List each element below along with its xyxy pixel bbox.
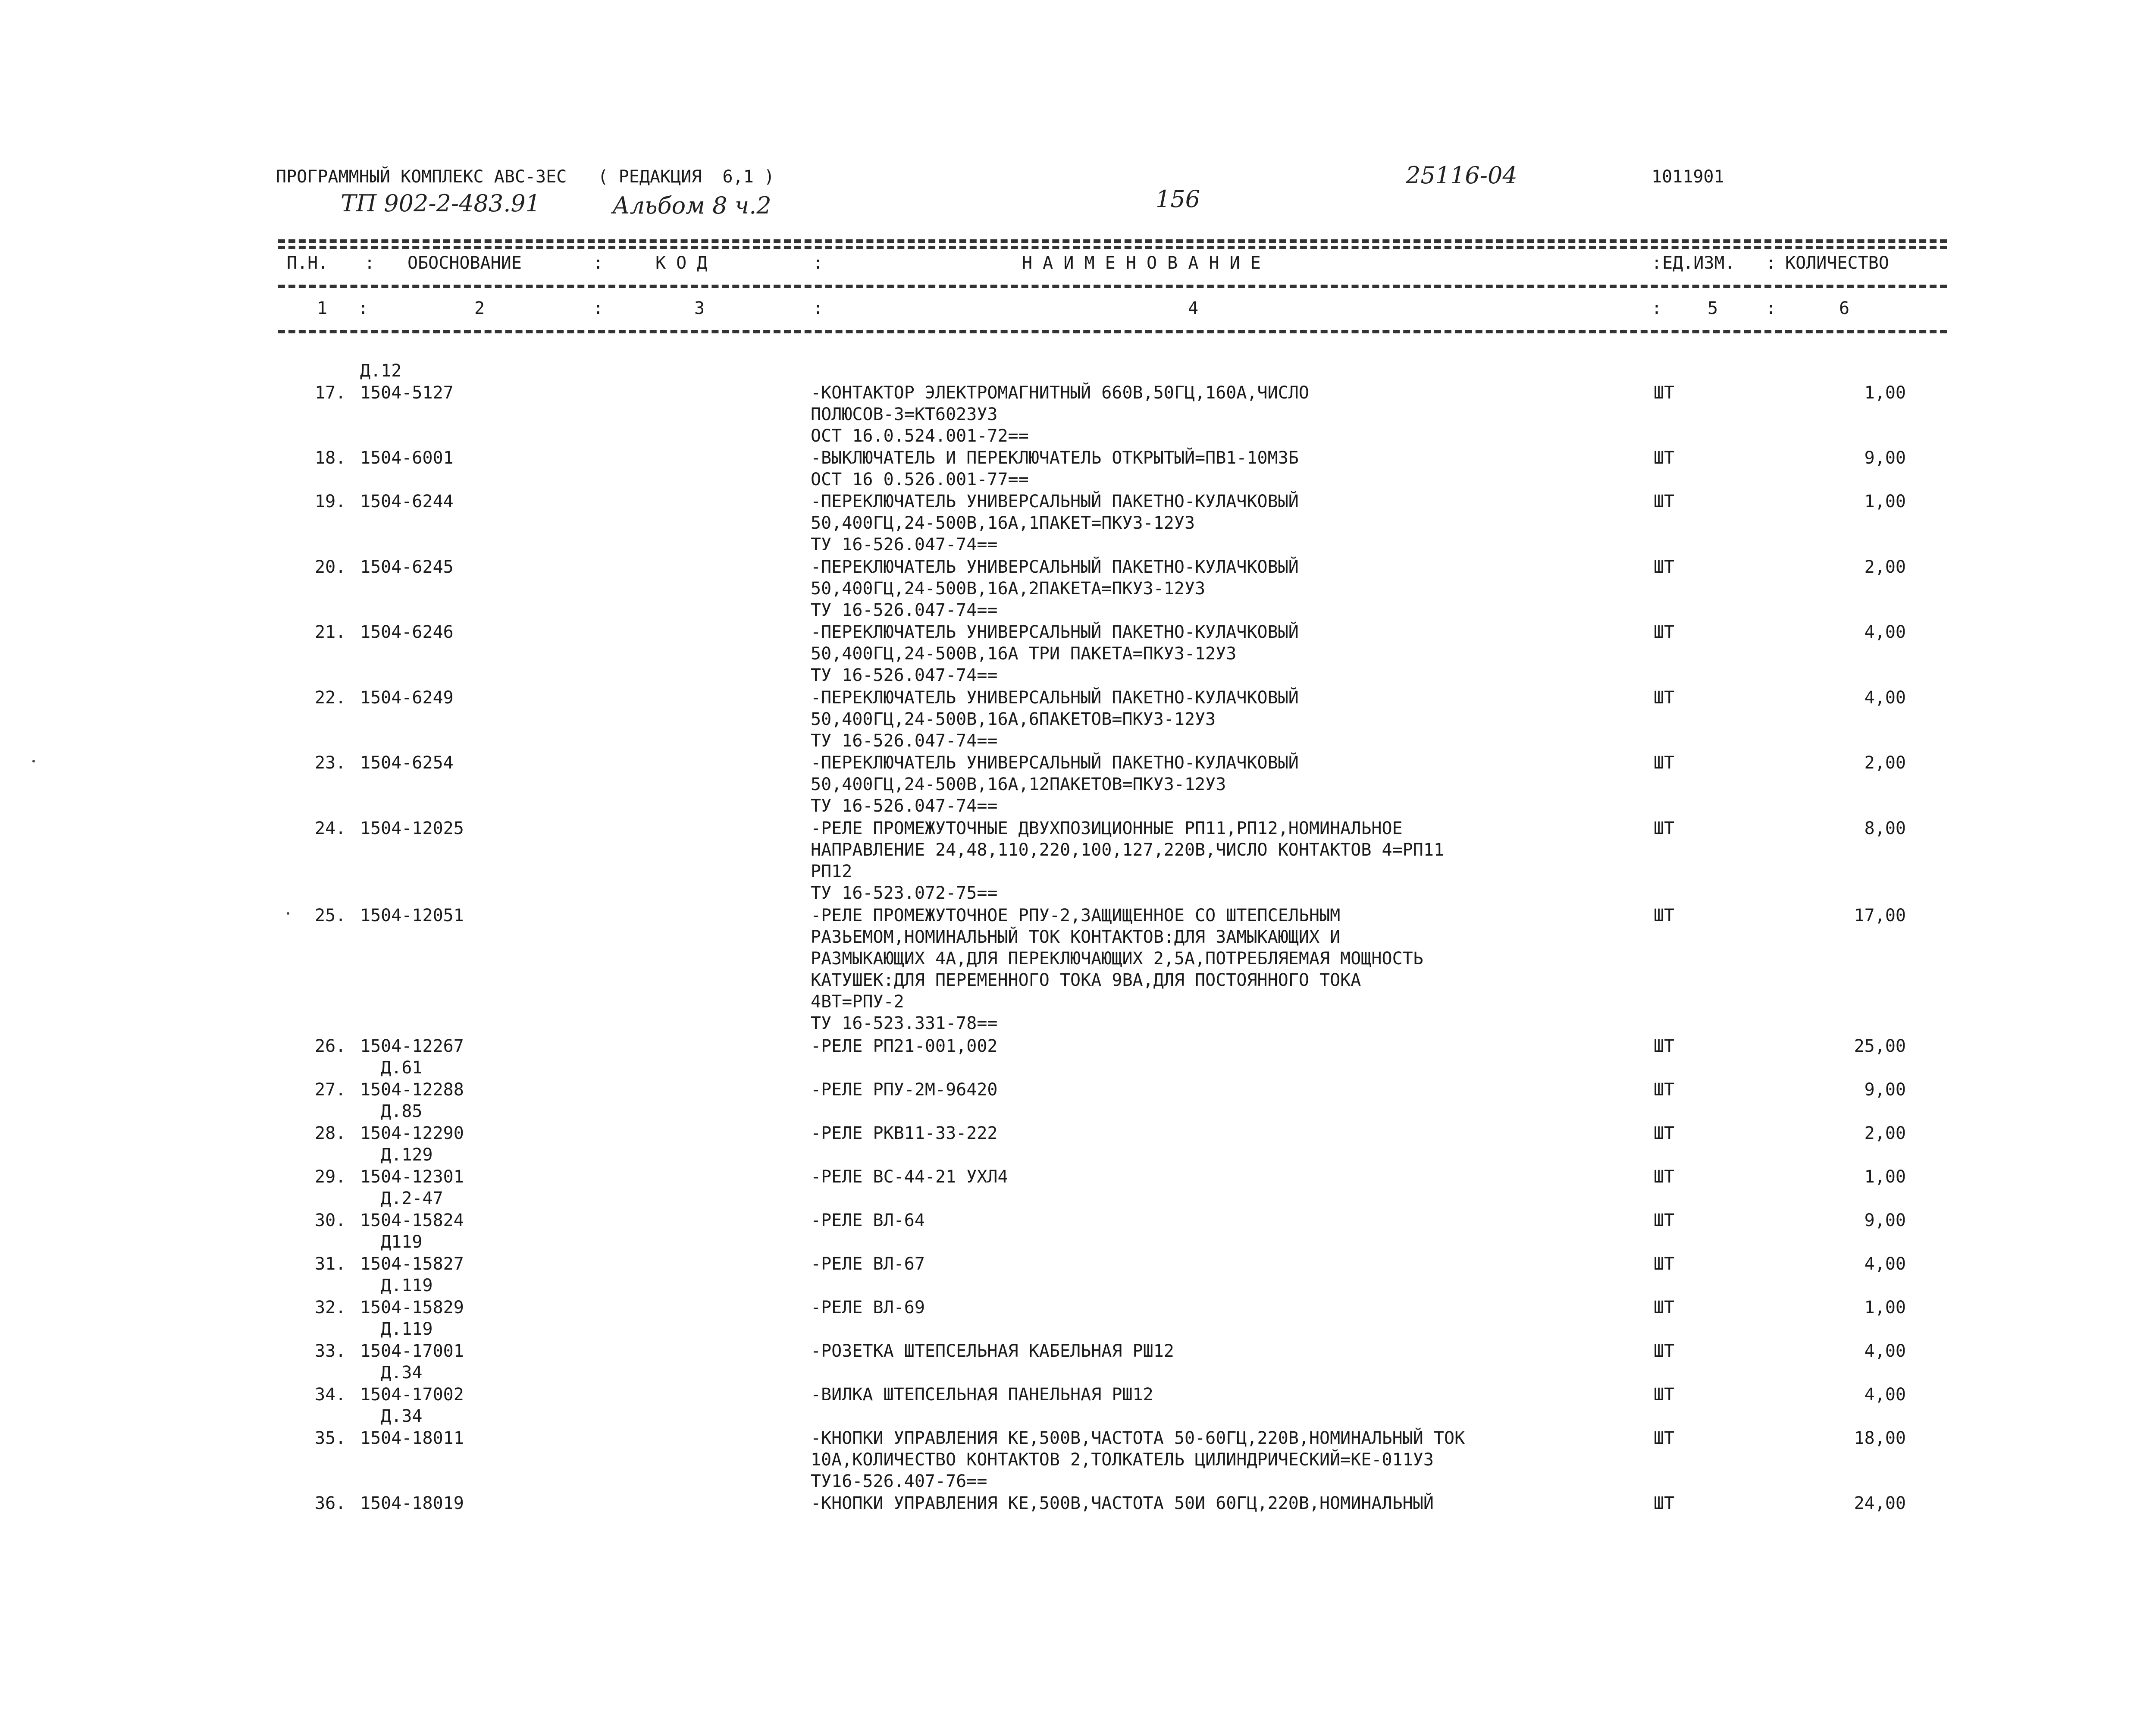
date-code: 1011901 bbox=[1651, 167, 1724, 187]
quantity: 9,00 bbox=[1864, 1211, 1906, 1230]
quantity: 4,00 bbox=[1864, 688, 1906, 708]
position-number: 25. bbox=[315, 906, 346, 925]
unit-of-measure: ШТ bbox=[1654, 753, 1675, 773]
position-number: 36. bbox=[315, 1493, 346, 1513]
col-separator: : bbox=[358, 298, 369, 318]
position-number: 31. bbox=[315, 1254, 346, 1274]
position-number: 17. bbox=[315, 383, 346, 403]
basis-reference: 1504-15824 Д119 bbox=[360, 1211, 464, 1252]
unit-of-measure: ШТ bbox=[1654, 1211, 1675, 1230]
quantity: 18,00 bbox=[1854, 1428, 1906, 1448]
item-name: -ПЕРЕКЛЮЧАТЕЛЬ УНИВЕРСАЛЬНЫЙ ПАКЕТНО-КУЛАЧКОВЫЙ 50,400ГЦ,24-500В,16А,12ПАКЕТОВ=ПКУ3-12У3 ТУ 16-526.047-74== bbox=[811, 753, 1299, 816]
basis-reference: 1504-17002 Д.34 bbox=[360, 1385, 464, 1426]
basis-reference: 1504-18019 bbox=[360, 1493, 464, 1513]
quantity: 4,00 bbox=[1864, 1385, 1906, 1405]
quantity: 1,00 bbox=[1864, 1167, 1906, 1187]
basis-reference: 1504-15827 Д.119 bbox=[360, 1254, 464, 1295]
col-number-1: 1 bbox=[317, 298, 328, 318]
unit-of-measure: ШТ bbox=[1654, 1080, 1675, 1100]
col-separator: : bbox=[1766, 253, 1777, 273]
basis-reference: Д.12 bbox=[360, 361, 402, 381]
item-name: -ВИЛКА ШТЕПСЕЛЬНАЯ ПАНЕЛЬНАЯ РШ12 bbox=[811, 1385, 1153, 1405]
quantity: 1,00 bbox=[1864, 492, 1906, 511]
position-number: 35. bbox=[315, 1428, 346, 1448]
unit-of-measure: ШТ bbox=[1654, 383, 1675, 403]
unit-of-measure: ШТ bbox=[1654, 1493, 1675, 1513]
position-number: 33. bbox=[315, 1341, 346, 1361]
col-separator: : bbox=[1651, 298, 1662, 318]
basis-reference: 1504-12290 Д.129 bbox=[360, 1123, 464, 1165]
position-number: 30. bbox=[315, 1211, 346, 1230]
position-number: 20. bbox=[315, 557, 346, 577]
album-label: Альбом 8 ч.2 bbox=[612, 192, 771, 219]
scan-speck bbox=[287, 912, 289, 915]
unit-of-measure: ШТ bbox=[1654, 1036, 1675, 1056]
col-number-4: 4 bbox=[1188, 298, 1199, 318]
basis-reference: 1504-6244 bbox=[360, 492, 454, 511]
basis-reference: 1504-12301 Д.2-47 bbox=[360, 1167, 464, 1208]
position-number: 29. bbox=[315, 1167, 346, 1187]
col-header-name: Н А И М Е Н О В А Н И Е bbox=[1022, 253, 1261, 273]
item-name: -ВЫКЛЮЧАТЕЛЬ И ПЕРЕКЛЮЧАТЕЛЬ ОТКРЫТЫЙ=ПВ1-10МЗБ ОСТ 16 0.526.001-77== bbox=[811, 448, 1299, 489]
quantity: 4,00 bbox=[1864, 622, 1906, 642]
quantity: 8,00 bbox=[1864, 819, 1906, 838]
basis-reference: 1504-5127 bbox=[360, 383, 454, 403]
position-number: 28. bbox=[315, 1123, 346, 1143]
item-name: -РЕЛЕ ПРОМЕЖУТОЧНЫЕ ДВУХПОЗИЦИОННЫЕ РП11,РП12,НОМИНАЛЬНОЕ НАПРАВЛЕНИЕ 24,48,110,220,100,127,220В,ЧИСЛО КОНТАКТОВ 4=РП11 РП12 ТУ 16-523.072-75== bbox=[811, 819, 1445, 903]
basis-reference: 1504-18011 bbox=[360, 1428, 464, 1448]
item-name: -ПЕРЕКЛЮЧАТЕЛЬ УНИВЕРСАЛЬНЫЙ ПАКЕТНО-КУЛАЧКОВЫЙ 50,400ГЦ,24-500В,16А,6ПАКЕТОВ=ПКУ3-12У3 ТУ 16-526.047-74== bbox=[811, 688, 1299, 751]
unit-of-measure: ШТ bbox=[1654, 1298, 1675, 1317]
item-name: -РЕЛЕ ПРОМЕЖУТОЧНОЕ РПУ-2,ЗАЩИЩЕННОЕ СО ШТЕПСЕЛЬНЫМ РАЗЬЕМОМ,НОМИНАЛЬНЫЙ ТОК КОНТАКТОВ:ДЛЯ ЗАМЫКАЮЩИХ И РАЗМЫКАЮЩИХ 4А,ДЛЯ ПЕРЕКЛЮЧАЮЩИХ 2,5А,ПОТРЕБЛЯЕМАЯ МОЩНОСТЬ КАТУШЕК:ДЛЯ ПЕРЕМЕННОГО ТОКА 9ВА,ДЛЯ ПОСТОЯННОГО ТОКА 4ВТ=РПУ-2 ТУ 16-523.331-78== bbox=[811, 906, 1423, 1033]
quantity: 4,00 bbox=[1864, 1341, 1906, 1361]
col-header-quantity: КОЛИЧЕСТВО bbox=[1785, 253, 1889, 273]
unit-of-measure: ШТ bbox=[1654, 1167, 1675, 1187]
basis-reference: 1504-6001 bbox=[360, 448, 454, 468]
quantity: 9,00 bbox=[1864, 1080, 1906, 1100]
project-code: ТП 902-2-483.91 bbox=[341, 190, 541, 217]
col-separator: : bbox=[813, 253, 824, 273]
unit-of-measure: ШТ bbox=[1654, 1428, 1675, 1448]
basis-reference: 1504-12267 Д.61 bbox=[360, 1036, 464, 1078]
unit-of-measure: ШТ bbox=[1654, 819, 1675, 838]
unit-of-measure: ШТ bbox=[1654, 448, 1675, 468]
col-header-basis: ОБОСНОВАНИЕ bbox=[407, 253, 522, 273]
position-number: 27. bbox=[315, 1080, 346, 1100]
col-separator: : bbox=[593, 298, 604, 318]
col-header-code: К О Д bbox=[655, 253, 708, 273]
quantity: 2,00 bbox=[1864, 753, 1906, 773]
item-name: -КНОПКИ УПРАВЛЕНИЯ КЕ,500В,ЧАСТОТА 50И 60ГЦ,220В,НОМИНАЛЬНЫЙ bbox=[811, 1493, 1434, 1513]
item-name: -РЕЛЕ РП21-001,002 bbox=[811, 1036, 998, 1056]
item-name: -ПЕРЕКЛЮЧАТЕЛЬ УНИВЕРСАЛЬНЫЙ ПАКЕТНО-КУЛАЧКОВЫЙ 50,400ГЦ,24-500В,16А,2ПАКЕТА=ПКУ3-12У3 ТУ 16-526.047-74== bbox=[811, 557, 1299, 620]
item-name: -РЕЛЕ РПУ-2М-96420 bbox=[811, 1080, 998, 1100]
col-separator: : bbox=[593, 253, 604, 273]
quantity: 24,00 bbox=[1854, 1493, 1906, 1513]
document-number: 25116-04 bbox=[1406, 162, 1517, 189]
position-number: 34. bbox=[315, 1385, 346, 1405]
item-name: -РОЗЕТКА ШТЕПСЕЛЬНАЯ КАБЕЛЬНАЯ РШ12 bbox=[811, 1341, 1174, 1361]
item-name: -КНОПКИ УПРАВЛЕНИЯ КЕ,500В,ЧАСТОТА 50-60ГЦ,220В,НОМИНАЛЬНЫЙ ТОК 10А,КОЛИЧЕСТВО КОНТАКТОВ 2,ТОЛКАТЕЛЬ ЦИЛИНДРИЧЕСКИЙ=КЕ-011У3 ТУ16-526.407-76== bbox=[811, 1428, 1465, 1491]
position-number: 19. bbox=[315, 492, 346, 511]
quantity: 1,00 bbox=[1864, 1298, 1906, 1317]
unit-of-measure: ШТ bbox=[1654, 557, 1675, 577]
basis-reference: 1504-12025 bbox=[360, 819, 464, 838]
quantity: 1,00 bbox=[1864, 383, 1906, 403]
position-number: 23. bbox=[315, 753, 346, 773]
quantity: 9,00 bbox=[1864, 448, 1906, 468]
position-number: 18. bbox=[315, 448, 346, 468]
item-name: -КОНТАКТОР ЭЛЕКТРОМАГНИТНЫЙ 660В,50ГЦ,160А,ЧИСЛО ПОЛЮСОВ-3=КТ6023У3 ОСТ 16.0.524.001-72== bbox=[811, 383, 1309, 446]
item-name: -ПЕРЕКЛЮЧАТЕЛЬ УНИВЕРСАЛЬНЫЙ ПАКЕТНО-КУЛАЧКОВЫЙ 50,400ГЦ,24-500В,16А ТРИ ПАКЕТА=ПКУ3-12У3 ТУ 16-526.047-74== bbox=[811, 622, 1299, 685]
position-number: 21. bbox=[315, 622, 346, 642]
item-name: -РЕЛЕ ВЛ-69 bbox=[811, 1298, 925, 1317]
quantity: 17,00 bbox=[1854, 906, 1906, 925]
unit-of-measure: ШТ bbox=[1654, 1341, 1675, 1361]
item-name: -РЕЛЕ ВЛ-64 bbox=[811, 1211, 925, 1230]
unit-of-measure: ШТ bbox=[1654, 1123, 1675, 1143]
basis-reference: 1504-6246 bbox=[360, 622, 454, 642]
basis-reference: 1504-12288 Д.85 bbox=[360, 1080, 464, 1121]
position-number: 22. bbox=[315, 688, 346, 708]
col-separator: : bbox=[1766, 298, 1777, 318]
basis-reference: 1504-6249 bbox=[360, 688, 454, 708]
basis-reference: 1504-6245 bbox=[360, 557, 454, 577]
basis-reference: 1504-6254 bbox=[360, 753, 454, 773]
basis-reference: 1504-15829 Д.119 bbox=[360, 1298, 464, 1339]
item-name: -РЕЛЕ РКВ11-33-222 bbox=[811, 1123, 998, 1143]
unit-of-measure: ШТ bbox=[1654, 622, 1675, 642]
unit-of-measure: ШТ bbox=[1654, 688, 1675, 708]
scan-speck bbox=[32, 760, 35, 762]
position-number: 24. bbox=[315, 819, 346, 838]
col-number-2: 2 bbox=[474, 298, 485, 318]
col-number-6: 6 bbox=[1839, 298, 1850, 318]
program-title: ПРОГРАММНЫЙ КОМПЛЕКС АВС-3ЕС ( РЕДАКЦИЯ 6,1 ) bbox=[276, 167, 774, 187]
item-name: -РЕЛЕ ВС-44-21 УХЛ4 bbox=[811, 1167, 1008, 1187]
quantity: 2,00 bbox=[1864, 557, 1906, 577]
col-number-3: 3 bbox=[694, 298, 705, 318]
quantity: 4,00 bbox=[1864, 1254, 1906, 1274]
unit-of-measure: ШТ bbox=[1654, 906, 1675, 925]
col-header-position: П.Н. bbox=[287, 253, 329, 273]
quantity: 2,00 bbox=[1864, 1123, 1906, 1143]
item-name: -РЕЛЕ ВЛ-67 bbox=[811, 1254, 925, 1274]
basis-reference: 1504-12051 bbox=[360, 906, 464, 925]
position-number: 26. bbox=[315, 1036, 346, 1056]
unit-of-measure: ШТ bbox=[1654, 1254, 1675, 1274]
quantity: 25,00 bbox=[1854, 1036, 1906, 1056]
unit-of-measure: ШТ bbox=[1654, 492, 1675, 511]
col-header-unit: ЕД.ИЗМ. bbox=[1662, 253, 1735, 273]
page-number: 156 bbox=[1156, 185, 1200, 213]
basis-reference: 1504-17001 Д.34 bbox=[360, 1341, 464, 1383]
col-separator: : bbox=[364, 253, 375, 273]
col-separator: : bbox=[813, 298, 824, 318]
item-name: -ПЕРЕКЛЮЧАТЕЛЬ УНИВЕРСАЛЬНЫЙ ПАКЕТНО-КУЛАЧКОВЫЙ 50,400ГЦ,24-500В,16А,1ПАКЕТ=ПКУ3-12У3 ТУ 16-526.047-74== bbox=[811, 492, 1299, 555]
unit-of-measure: ШТ bbox=[1654, 1385, 1675, 1405]
position-number: 32. bbox=[315, 1298, 346, 1317]
col-number-5: 5 bbox=[1708, 298, 1718, 318]
col-separator: : bbox=[1651, 253, 1662, 273]
